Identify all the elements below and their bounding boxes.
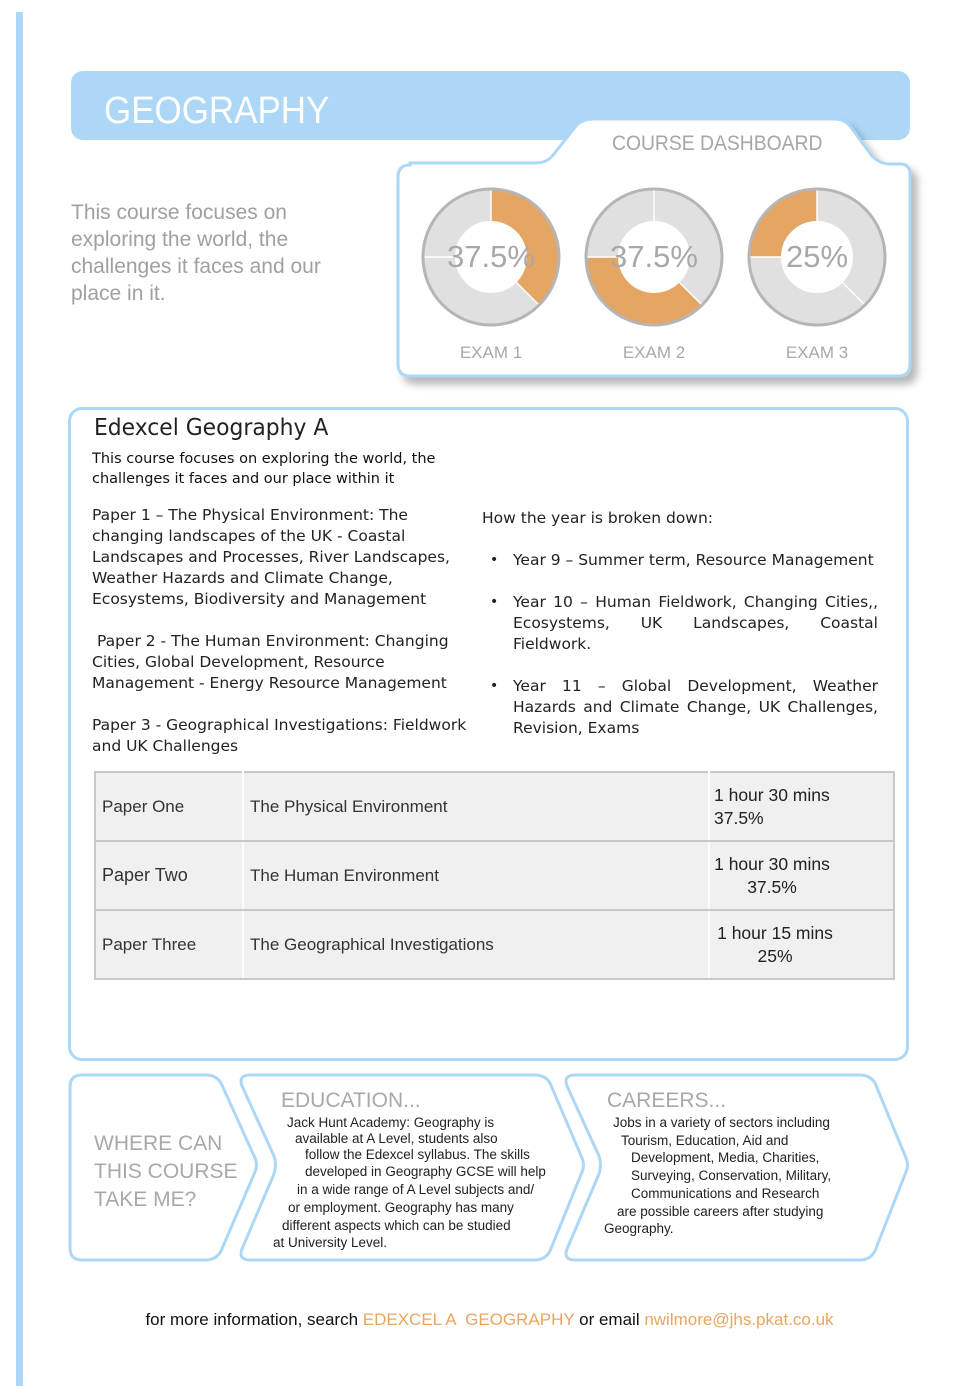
education-body <box>270 1114 560 1252</box>
careers-line: Communications and Research <box>631 1185 820 1201</box>
email-link[interactable]: nwilmore@jhs.pkat.co.uk <box>644 1310 834 1329</box>
paper-weight: 37.5% <box>714 807 764 828</box>
course-title: Edexcel Geography A <box>94 415 329 441</box>
where-line: TAKE ME? <box>94 1188 197 1211</box>
paper-2-description: Paper 2 - The Human Environment: Changing Cities, Global Development, Resource Management - Energy Resource Management <box>92 632 454 692</box>
footer-prefix: for more information, search <box>145 1310 363 1329</box>
year-10-text: Year 10 – Human Fieldwork, Changing Cities,, Ecosystems, UK Landscapes, Coastal Fieldwork. <box>513 593 878 653</box>
paper-weight: 25% <box>757 945 793 966</box>
paper-duration: 1 hour 30 mins <box>714 784 830 805</box>
careers-line: Geography. <box>604 1221 674 1237</box>
paper-name: Paper Three <box>95 910 243 979</box>
education-line: in a wide range of A Level subjects and/ <box>297 1182 535 1198</box>
year-breakdown-heading: How the year is broken down: <box>482 509 714 527</box>
page-title: GEOGRAPHY <box>104 90 330 132</box>
where-line: WHERE CAN <box>94 1132 223 1155</box>
exam-1-label: EXAM 1 <box>459 343 523 362</box>
papers-list <box>92 505 472 778</box>
year-breakdown-list <box>490 550 878 760</box>
paper-duration: 1 hour 15 mins <box>717 922 833 943</box>
paper-duration-weight <box>709 910 894 979</box>
careers-line: Jobs in a variety of sectors including <box>613 1115 830 1130</box>
exam-2-value: 37.5% <box>610 239 698 274</box>
exam-3-label: EXAM 3 <box>785 343 849 362</box>
bullet-icon: • <box>490 552 499 568</box>
footer-middle: or email <box>574 1310 645 1329</box>
exam-2-label: EXAM 2 <box>622 343 686 362</box>
list-item <box>490 550 878 571</box>
education-line: or employment. Geography has many <box>288 1199 514 1215</box>
table-row <box>95 910 894 979</box>
paper-duration: 1 hour 30 mins <box>714 853 830 874</box>
table-row <box>95 772 894 841</box>
exam-2-donut <box>584 187 724 327</box>
year-11-text: Year 11 – Global Development, Weather Hazards and Climate Change, UK Challenges, Revision, Exams <box>513 677 878 737</box>
list-item <box>490 592 878 655</box>
paper-topic: The Physical Environment <box>243 772 709 841</box>
where-line: THIS COURSE <box>94 1160 238 1183</box>
paper-weight: 37.5% <box>747 876 797 897</box>
list-item <box>490 676 878 739</box>
footer-contact <box>0 1310 979 1330</box>
careers-line: are possible careers after studying <box>617 1203 824 1219</box>
careers-title: CAREERS... <box>607 1089 727 1112</box>
exam-3-donut <box>747 187 887 327</box>
exam-1-value: 37.5% <box>447 239 535 274</box>
exam-3-value: 25% <box>785 239 849 274</box>
paper-name: Paper Two <box>95 841 243 910</box>
careers-line: Tourism, Education, Aid and <box>621 1132 789 1148</box>
education-line: at University Level. <box>273 1235 388 1251</box>
course-subtitle: This course focuses on exploring the world, the challenges it faces and our place within it <box>92 451 436 487</box>
bullet-icon: • <box>490 678 499 694</box>
careers-line: Surveying, Conservation, Military, <box>631 1168 832 1184</box>
paper-1-description: Paper 1 – The Physical Environment: The changing landscapes of the UK - Coastal Landscapes and Processes, River Landscapes, Weather Hazards and Climate Change, Ecosystems, Biodiversity and Management <box>92 506 450 608</box>
where-heading <box>94 1130 238 1214</box>
table-row <box>95 841 894 910</box>
bullet-icon: • <box>490 594 499 610</box>
paper-topic: The Human Environment <box>243 841 709 910</box>
search-term-link[interactable]: EDEXCEL A GEOGRAPHY <box>362 1310 575 1329</box>
paper-duration-weight <box>709 841 894 910</box>
exam-1-donut <box>421 187 561 327</box>
paper-name: Paper One <box>95 772 243 841</box>
education-title: EDUCATION... <box>281 1089 421 1112</box>
education-line: developed in Geography GCSE will help <box>305 1164 546 1180</box>
paper-3-description: Paper 3 - Geographical Investigations: Fieldwork and UK Challenges <box>92 716 467 755</box>
education-line: different aspects which can be studied <box>282 1217 511 1233</box>
left-accent-bar <box>16 12 23 1386</box>
careers-body <box>604 1114 864 1238</box>
intro-text: This course focuses on exploring the world, the challenges it faces and our place in it. <box>71 201 321 305</box>
dashboard-label: COURSE DASHBOARD <box>612 132 823 155</box>
exam-table <box>94 771 895 980</box>
paper-duration-weight <box>709 772 894 841</box>
year-9-text: Year 9 – Summer term, Resource Management <box>513 551 874 569</box>
paper-topic: The Geographical Investigations <box>243 910 709 979</box>
education-line: follow the Edexcel syllabus. The skills <box>305 1146 530 1162</box>
education-line: available at A Level, students also <box>295 1130 498 1146</box>
careers-line: Development, Media, Charities, <box>631 1150 820 1166</box>
education-line: Jack Hunt Academy: Geography is <box>287 1115 495 1130</box>
